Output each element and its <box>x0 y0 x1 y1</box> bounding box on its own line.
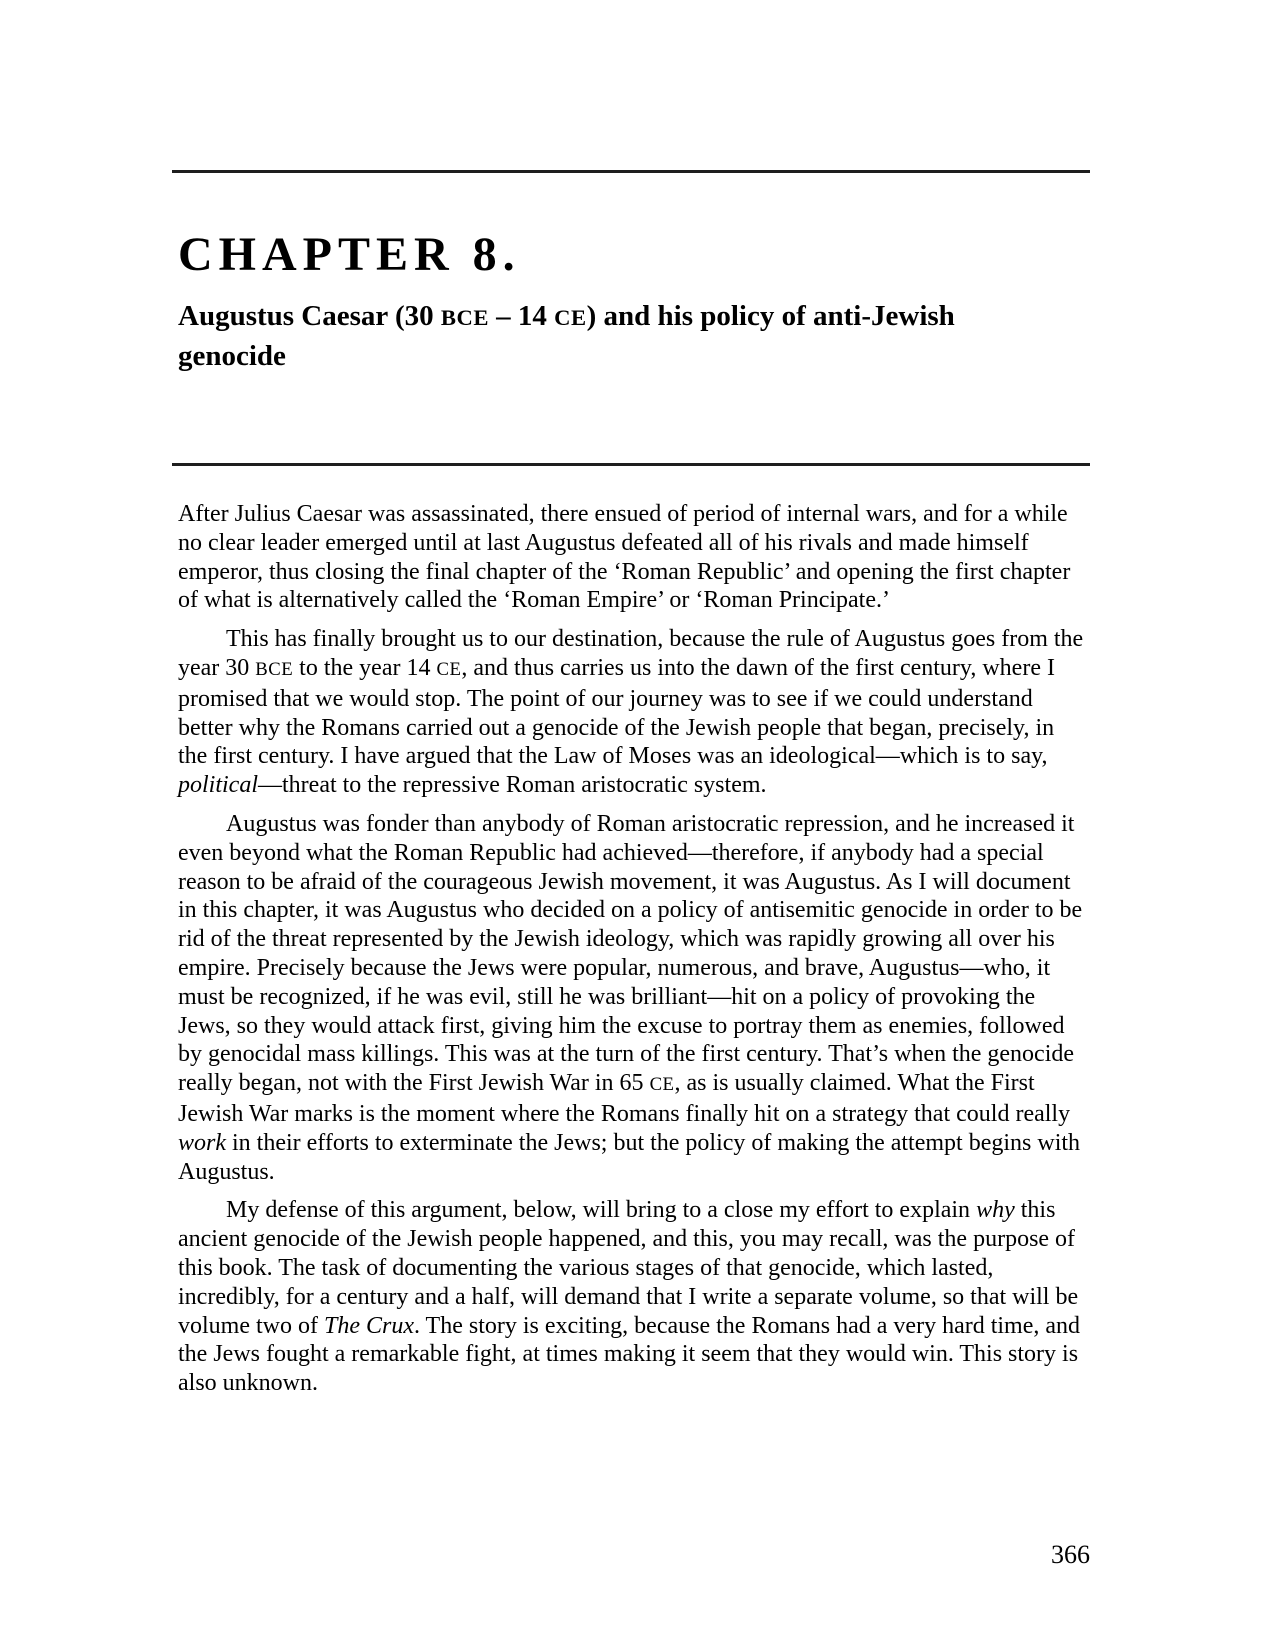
text-run: After Julius Caesar was assassinated, there ensued of period of internal wars, and for a while no clear leader emerged until at last Augustus defeated all of his rivals and made himself emperor, thus closing the final chapter of the ‘Roman Republic’ and opening the first chapter of what is alternatively called the ‘Roman Empire’ or ‘Roman Principate.’ <box>178 501 1071 614</box>
body-text <box>178 500 1084 1408</box>
smallcaps-run: CE <box>554 305 587 330</box>
paragraph <box>178 500 1084 615</box>
text-run: – 14 <box>488 300 555 332</box>
paragraph <box>178 810 1084 1186</box>
chapter-title: CHAPTER 8. <box>178 228 521 281</box>
text-run: genocide <box>178 340 286 372</box>
italic-run: work <box>178 1129 226 1156</box>
text-run: in their efforts to exterminate the Jews; but the policy of making the attempt begins with Augustus. <box>178 1129 1081 1185</box>
paragraph <box>178 625 1084 800</box>
text-run: Augustus Caesar (30 <box>178 300 441 332</box>
text-run: —threat to the repressive Roman aristocratic system. <box>258 772 767 799</box>
subtitle-line <box>178 297 1090 337</box>
italic-run: why <box>976 1197 1015 1224</box>
italic-run: political <box>178 772 258 799</box>
smallcaps-run: CE <box>649 1074 675 1096</box>
italic-run: The Crux <box>323 1312 414 1339</box>
paragraph <box>178 1196 1084 1398</box>
bottom-divider-rule <box>172 463 1090 466</box>
text-run: to the year 14 <box>293 654 437 681</box>
top-divider-rule <box>172 170 1090 173</box>
text-run: ) and his policy of anti-Jewish <box>586 300 955 332</box>
subtitle-line <box>178 337 1090 375</box>
page-number: 366 <box>1051 1540 1090 1569</box>
text-run: . The story is exciting, because the Romans had a very hard time, and the Jews fought a remarkable fight, at times making it seem that they would win. This story is also unknown. <box>178 1312 1081 1397</box>
text-run: My defense of this argument, below, will bring to a close my effort to explain <box>226 1197 977 1224</box>
text-run: , as is usually claimed. What the First Jewish War marks is the moment where the Romans finally hit on a strategy that could really <box>178 1070 1071 1127</box>
chapter-subtitle <box>178 297 1090 375</box>
smallcaps-run: CE <box>436 658 462 680</box>
smallcaps-run: BCE <box>440 305 489 330</box>
smallcaps-run: BCE <box>255 658 294 680</box>
text-run: this ancient genocide of the Jewish people happened, and this, you may recall, was the purpose of this book. The task of documenting the various stages of that genocide, which lasted, incredibly, for a century and a half, will demand that I write a separate volume, so that will be volume two of <box>178 1197 1079 1339</box>
text-run: , and thus carries us into the dawn of the first century, where I promised that we would stop. The point of our journey was to see if we could understand better why the Romans carried out a genocide of the Jewish people that began, precisely, in the first century. I have argued that the Law of Moses was an ideological—which is to say, <box>178 654 1055 770</box>
text-run: Augustus was fonder than anybody of Roman aristocratic repression, and he increased it even beyond what the Roman Republic had achieved—therefore, if anybody had a special reason to be afraid of the courageous Jewish movement, it was Augustus. As I will document in this chapter, it was Augustus who decided on a policy of antisemitic genocide in order to be rid of the threat represented by the Jewish ideology, which was rapidly growing all over his empire. Precisely because the Jews were popular, numerous, and brave, Augustus—who, it must be recognized, if he was evil, still he was brilliant—hit on a policy of provoking the Jews, so they would attack first, giving him the excuse to portray them as enemies, followed by genocidal mass killings. This was at the turn of the first century. That’s when the genocide really began, not with the First Jewish War in 65 <box>178 810 1083 1097</box>
text-run: This has finally brought us to our destination, because the rule of Augustus goes from the year 30 <box>178 626 1084 681</box>
